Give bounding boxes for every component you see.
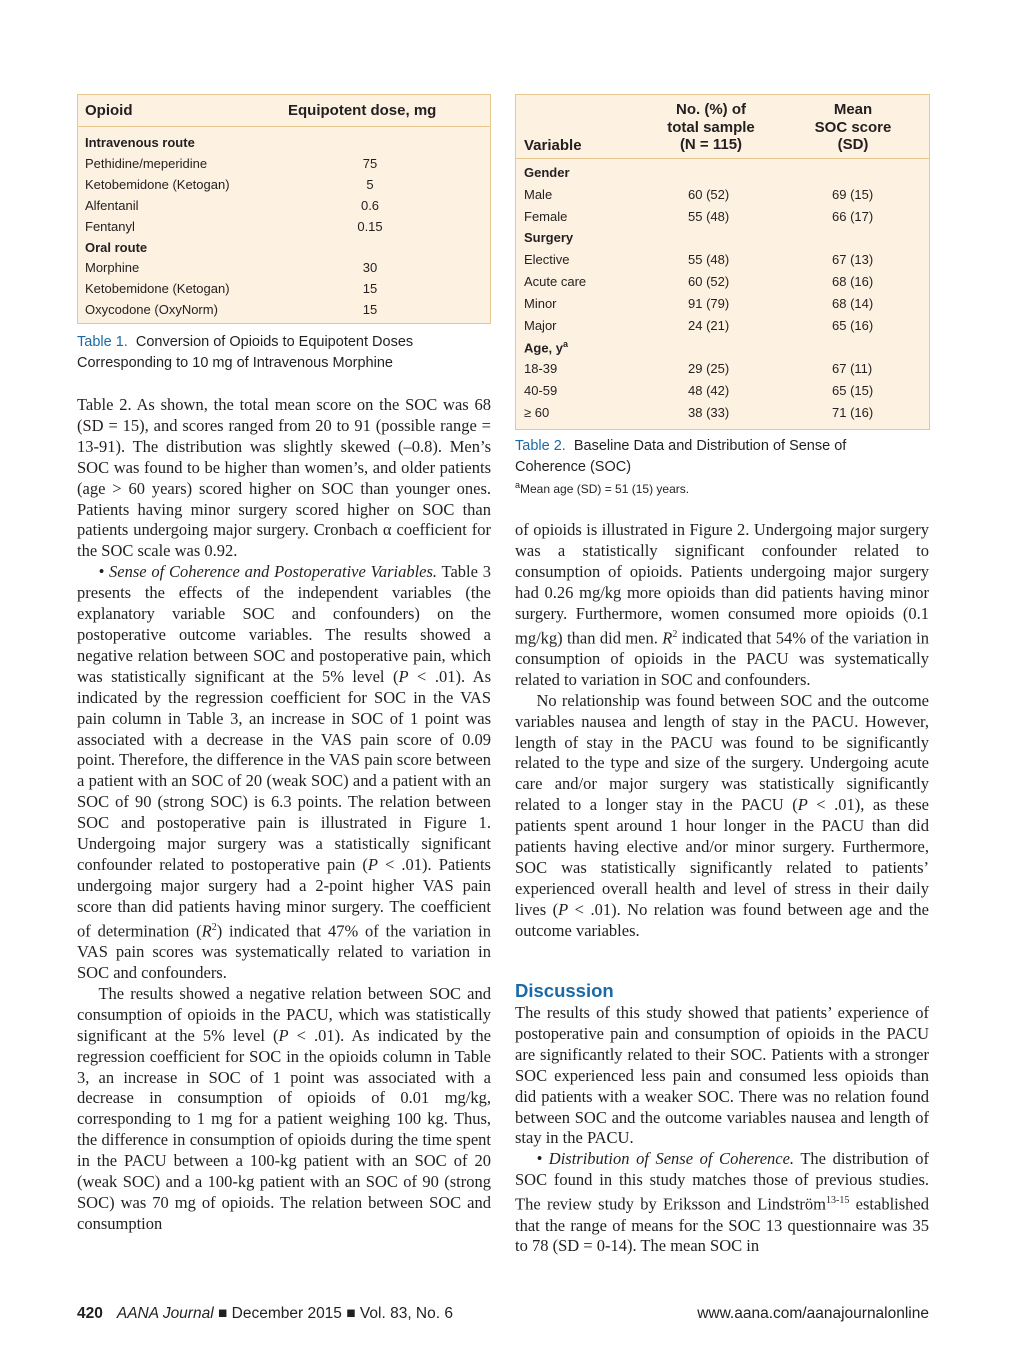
table-row — [516, 250, 929, 272]
table-cell-variable: Gender — [524, 165, 570, 180]
table-row — [78, 258, 490, 279]
table-cell-opioid: Oxycodone (OxyNorm) — [85, 302, 218, 318]
table-cell-dose: 0.15 — [357, 218, 383, 234]
text-run: < .01). No relation was found between age and the outcome variables. — [515, 899, 929, 940]
table-cell-opioid: Oral route — [85, 239, 148, 255]
text-run: indicated that 54% of the variation in consumption of opioids in the PACU was systematically related to variation in SOC and confounders. — [515, 628, 929, 689]
footnote-marker: a — [563, 339, 569, 350]
table-cell-variable: Acute care — [524, 274, 587, 289]
footer-separator: ■ — [213, 1305, 232, 1322]
table-2-footnote — [515, 478, 689, 496]
table-cell-opioid: Intravenous route — [85, 135, 195, 150]
table-cell-variable: Major — [524, 317, 557, 333]
table-2-header-mean-line: SOC score — [814, 118, 892, 136]
table-cell-mean: 65 (16) — [832, 317, 874, 333]
table-1-header-opioid: Opioid — [85, 102, 133, 119]
table-1-caption-line2: Corresponding to 10 mg of Intravenous Morphine — [77, 355, 393, 371]
journal-name: AANA Journal — [116, 1305, 214, 1322]
table-row — [78, 154, 490, 175]
text-run: Table 3 presents the effects of the independent variables (the explanatory variable SOC and confounders) on the postoperative outcome variables. The results showed a negative relation between SOC and postoperative pain, which was statistically significant at the 5% level ( — [77, 562, 491, 686]
table-row — [516, 272, 929, 294]
table-cell-dose: 15 — [362, 281, 378, 297]
table-row — [516, 207, 929, 229]
table-2-caption-label: Table 2. — [515, 438, 566, 454]
table-cell-dose: 30 — [362, 260, 378, 276]
table-cell-opioid: Alfentanil — [85, 197, 139, 213]
text-run: < .01). Patients undergoing major surgery had a 2-point higher VAS pain score than did patients having minor surgery. The coefficient of determination ( — [77, 854, 491, 941]
table-1-caption-label: Table 1. — [77, 334, 128, 350]
table-1-header — [78, 95, 490, 127]
table-2-header-variable: Variable — [524, 137, 582, 154]
table-cell-opioid: Ketobemidone (Ketogan) — [85, 176, 230, 192]
table-row — [78, 238, 490, 259]
text-run: < .01). As indicated by the regression coefficient for SOC in the VAS pain column in Table 3, an increase in SOC of 1 point was associated with a decrease in the VAS pain score of 0.09 point. Therefore, the difference in the VAS pain score between a patient with an SOC of 20 (weak SOC) and a patient with an SOC of 90 (strong SOC) is 6.3 points. The relation between SOC and postoperative pain is illustrated in Figure 1. Undergoing major surgery was a statistically significant confounder related to postoperative pain ( — [77, 666, 491, 874]
table-row — [516, 359, 929, 381]
table-cell-dose: 15 — [362, 302, 378, 318]
issue-date: December 2015 — [231, 1305, 342, 1322]
table-2-header-mean-line: Mean — [833, 101, 873, 118]
page-footer — [77, 1305, 453, 1323]
table-row — [516, 337, 929, 359]
table-cell-count: 55 (48) — [688, 208, 730, 224]
table-cell-count: 48 (42) — [688, 383, 730, 398]
table-cell-count: 91 (79) — [688, 295, 730, 311]
volume-info: Vol. 83, No. 6 — [359, 1305, 453, 1322]
text-run: No relationship was found between SOC and the outcome variables nausea and length of stay in the PACU. However, length of stay in the PACU was found to be significantly related to the type and size of the surgery. Undergoing acute care and/or major surgery was statistically significantly related to a longer stay in the PACU ( — [515, 690, 929, 815]
section-heading-discussion: Discussion — [515, 980, 614, 1001]
table-row — [78, 217, 490, 238]
table-1-caption-line1: Conversion of Opioids to Equipotent Doses — [135, 334, 414, 350]
table-cell-count: 38 (33) — [688, 404, 730, 420]
text-run: established that the range of means for the SOC 13 questionnaire was 35 to 78 (SD = 0-14). The mean SOC in — [515, 1194, 929, 1256]
table-cell-variable: Age, $y^a$ — [524, 339, 569, 356]
table-cell-opioid: Pethidine/meperidine — [85, 155, 208, 171]
table-row — [516, 403, 929, 425]
text-run: < .01). As indicated by the regression coefficient for SOC in the opioids column in Table 3, an increase in SOC of 1 point was associated with a decrease in consumption of opioids of 0.01 mg/kg, corresponding to 1 mg for a patient weighing 100 kg. Thus, the difference in consumption of opioids during the time spent in the PACU between a 100-kg patient with an SOC of 20 (weak SOC) and a 100-kg patient with an SOC of 90 (strong SOC) was 70 mg of opioids. The relation between SOC and consumption — [77, 1025, 491, 1233]
table-cell-variable: Female — [524, 208, 568, 224]
table-2-header-mean-line: (SD) — [837, 136, 869, 153]
text-run: R — [201, 921, 212, 941]
superscript: 2 — [211, 921, 217, 933]
text-run: P — [398, 666, 409, 686]
table-1-caption — [77, 332, 497, 374]
text-run: < .01), as these patients spent around 1 hour longer in the PACU than did patients having elective and/or minor surgery. Furthermore, SOC was statistically significantly related to patients’ experienced overall health and level of stress in their daily lives ( — [515, 795, 929, 919]
text-run: P — [558, 899, 569, 919]
table-cell-variable: 18-39 — [524, 361, 558, 377]
table-row — [78, 133, 490, 154]
text-run: P — [278, 1025, 289, 1045]
table-2-header-n-line: total sample — [667, 118, 755, 136]
table-cell-variable: 40-59 — [524, 383, 558, 398]
table-cell-mean: 67 (13) — [832, 252, 874, 268]
table-cell-count: 55 (48) — [688, 252, 730, 268]
table-cell-dose: 0.6 — [360, 197, 380, 213]
table-cell-variable: Surgery — [524, 230, 574, 246]
right-column-bottom — [515, 1003, 929, 1257]
left-column — [77, 395, 491, 1235]
text-run: R — [662, 628, 673, 648]
table-cell-mean: 65 (15) — [832, 383, 874, 398]
paragraph: The results of this study showed that patients’ experience of postoperative pain and consumption of opioids in the PACU are significantly related to their SOC. Patients with a stronger SOC experienced less pain and consumed less opioids than did patients with a weaker SOC. There was no relation found between SOC and the outcome variables nausea and length of stay in the PACU. — [515, 1003, 929, 1148]
table-cell-count: 24 (21) — [688, 317, 730, 333]
table-2-header-n-line: No. (%) of — [676, 101, 746, 118]
table-2-header-n-line: (N = 115) — [679, 136, 743, 153]
table-row — [78, 300, 490, 321]
footer-separator: ■ — [341, 1305, 360, 1322]
text-run: ) indicated that 47% of the variation in VAS pain scores was systematically related to variation in SOC and confounders. — [77, 921, 491, 982]
table-cell-opioid: Morphine — [85, 260, 140, 276]
table-1 — [77, 94, 491, 324]
table-cell-mean: 71 (16) — [832, 404, 874, 420]
text-run: The distribution of SOC found in this study matches those of previous studies. The review study by Eriksson and Lindström — [515, 1149, 929, 1214]
table-cell-variable: Minor — [524, 295, 557, 311]
text-run: P — [797, 795, 808, 815]
table-cell-count: 60 (52) — [688, 186, 730, 202]
table-row — [516, 228, 929, 250]
table-row — [78, 196, 490, 217]
table-2-caption-line2: Coherence (SOC) — [515, 459, 632, 475]
right-column-top — [515, 520, 929, 942]
table-row — [516, 316, 929, 338]
table-cell-dose: 75 — [362, 155, 378, 171]
text-run: The results showed a negative relation between SOC and consumption of opioids in the PACU, which was statistically significant at the 5% level ( — [77, 983, 491, 1045]
table-2 — [515, 94, 930, 430]
section-lead: • Sense of Coherence and Postoperative Variables. — [98, 562, 438, 582]
table-2-caption-line1: Baseline Data and Distribution of Sense of — [573, 438, 847, 454]
table-cell-variable: ≥ 60 — [524, 404, 550, 420]
table-row — [516, 381, 929, 403]
section-lead: • Distribution of Sense of Coherence. — [536, 1149, 795, 1169]
table-row — [78, 279, 490, 300]
paragraph — [515, 520, 929, 691]
table-cell-count: 29 (25) — [688, 361, 730, 377]
table-cell-opioid: Fentanyl — [85, 218, 135, 234]
text-run: P — [367, 854, 379, 874]
table-cell-opioid: Ketobemidone (Ketogan) — [85, 281, 230, 297]
paragraph — [77, 562, 491, 984]
table-cell-mean: 69 (15) — [832, 186, 874, 202]
page-number: 420 — [77, 1305, 103, 1322]
table-cell-count: 60 (52) — [688, 274, 730, 289]
table-row — [78, 175, 490, 196]
table-cell-mean: 67 (11) — [832, 361, 873, 377]
table-cell-mean: 68 (14) — [832, 295, 874, 311]
table-2-caption — [515, 436, 935, 478]
journal-url: www.aana.com/aanajournalonline — [697, 1305, 929, 1322]
superscript: 2 — [672, 628, 678, 640]
table-2-header — [516, 95, 929, 159]
footnote-text: Mean age (SD) = 51 (15) years. — [520, 482, 690, 496]
paragraph — [515, 691, 929, 942]
footnote-marker: a — [515, 480, 521, 490]
table-row — [516, 294, 929, 316]
table-1-header-dose: Equipotent dose, mg — [288, 102, 437, 119]
paragraph — [515, 1149, 929, 1257]
paragraph — [77, 984, 491, 1235]
table-cell-variable: Male — [524, 186, 553, 202]
table-cell-mean: 68 (16) — [832, 274, 874, 289]
table-cell-variable: Elective — [524, 252, 570, 268]
citation-superscript: 13-15 — [826, 1195, 850, 1207]
paragraph: Table 2. As shown, the total mean score on the SOC was 68 (SD = 15), and scores ranged from 20 to 91 (possible range = 13-91). The distribution was slightly skewed (–0.8). Men’s SOC was found to be higher than women’s, and older patients (age > 60 years) scored higher on SOC than younger ones. Patients having minor surgery scored higher on SOC than patients undergoing major surgery. Cronbach α coefficient for the SOC scale was 0.92. — [77, 395, 491, 561]
table-cell-dose: 5 — [366, 176, 374, 192]
table-row — [516, 185, 929, 207]
table-cell-mean: 66 (17) — [832, 208, 874, 224]
table-row — [516, 163, 929, 185]
text-run: of opioids is illustrated in Figure 2. Undergoing major surgery was a statistically significant confounder related to consumption of opioids. Patients undergoing major surgery had 0.26 mg/kg more opioids than did patients having minor surgery. Furthermore, women consumed more opioids (0.1 mg/kg) than did men. — [515, 520, 929, 648]
